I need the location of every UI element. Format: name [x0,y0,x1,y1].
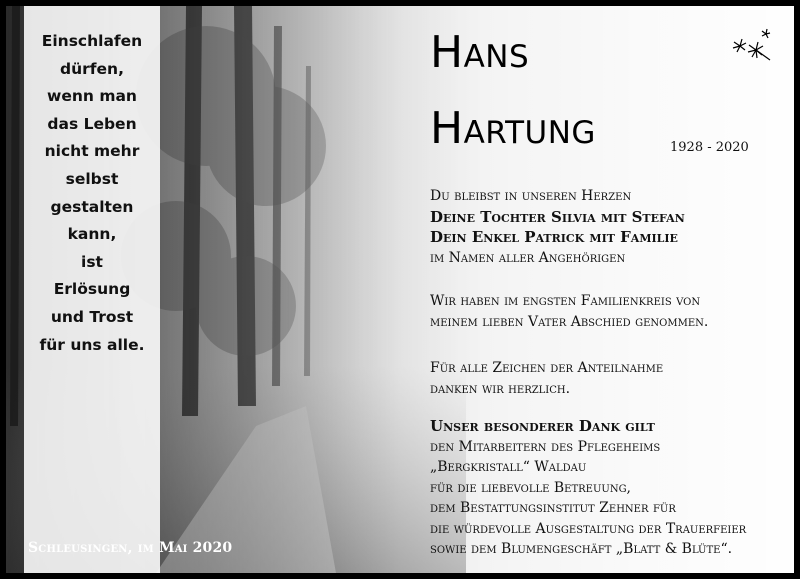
thanks-line: Für alle Zeichen der Anteilnahme [430,360,664,376]
special-thanks-line: „Bergkristall“ Waldau [430,459,587,475]
place-date: Schleusingen, im Mai 2020 [28,540,233,556]
special-thanks-heading: Unser besonderer Dank gilt [430,417,655,435]
first-name: Hans [430,27,530,78]
thanks-block [430,358,790,399]
quote-line: wenn man [47,87,137,106]
quote-line: nicht mehr [44,142,140,161]
quote-line: selbst [65,169,119,188]
family-relatives: im Namen aller Angehörigen [430,249,626,266]
special-thanks-line: den Mitarbeitern des Pflegeheims [430,438,661,455]
farewell-line: Wir haben im engsten Familienkreis von [430,293,701,309]
quote-line: ist [81,252,103,271]
quote-line: für uns alle. [39,335,145,354]
quote-line: dürfen, [60,59,124,78]
special-thanks-line: die würdevolle Ausgestaltung der Trauerfeier [430,520,747,537]
obituary-card [6,6,794,573]
family-daughter: Deine Tochter Silvia mit Stefan [430,207,685,226]
special-thanks-line: sowie dem Blumengeschäft „Blatt & Blüte“. [430,541,733,557]
life-years: 1928 - 2020 [670,140,749,155]
farewell-block [430,291,790,332]
quote-line: Erlösung [53,280,131,299]
quote-line: Einschlafen [41,32,143,50]
quote-line: das Leben [47,114,137,133]
poem-quote [24,28,160,359]
family-grandson: Dein Enkel Patrick mit Familie [430,228,678,246]
dandelion-seeds-icon [726,24,776,64]
thanks-line: danken wir herzlich. [430,380,571,397]
family-intro: Du bleibst in unseren Herzen [430,188,632,204]
special-thanks-block [430,416,790,560]
quote-line: gestalten [50,197,134,216]
special-thanks-line: für die liebevolle Betreuung, [430,479,632,496]
farewell-line: meinem lieben Vater Abschied genommen. [430,313,709,330]
quote-line: kann, [67,225,117,244]
quote-line: und Trost [50,307,134,326]
family-block [430,186,790,268]
last-name: Hartung [430,103,596,154]
special-thanks-line: dem Bestattungsinstitut Zehner für [430,500,676,516]
